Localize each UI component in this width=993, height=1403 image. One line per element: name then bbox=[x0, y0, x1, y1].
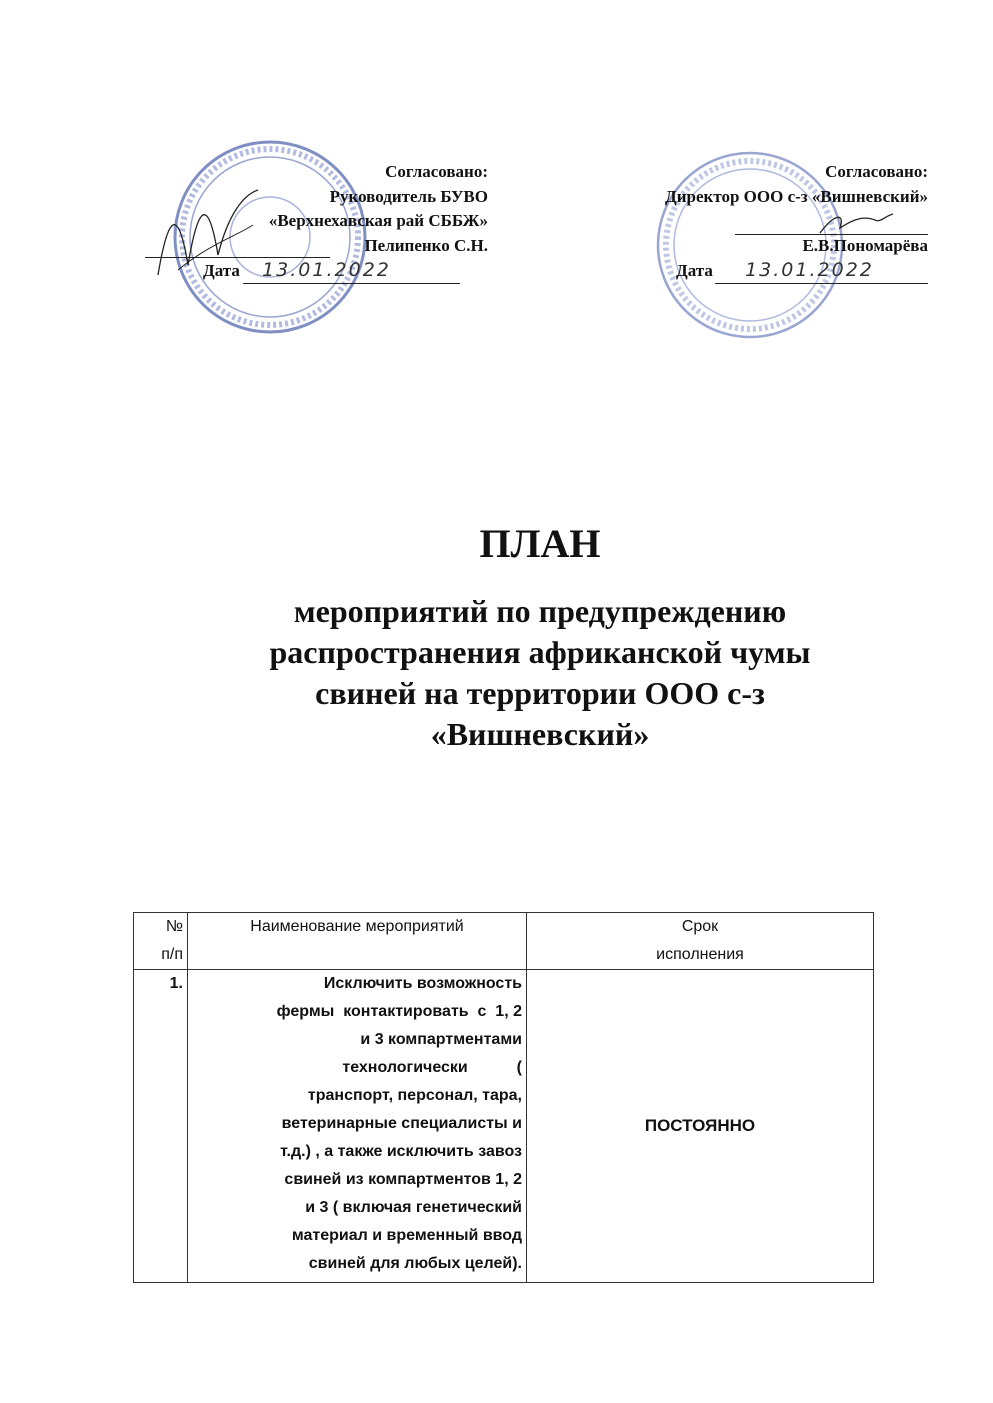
header-num bbox=[134, 913, 188, 970]
subtitle-line: свиней на территории ООО с-з bbox=[315, 675, 765, 711]
date-row-left bbox=[203, 258, 391, 284]
date-value: 13.01.2022 bbox=[262, 259, 391, 281]
approval-name: Пелипенко С.Н. bbox=[364, 235, 488, 255]
date-line-left bbox=[243, 283, 460, 284]
approval-organization: «Верхнехавская рай СББЖ» bbox=[268, 211, 488, 230]
subtitle-line: мероприятий по предупреждению bbox=[293, 593, 787, 629]
header-term bbox=[527, 913, 874, 970]
header-name: Наименование мероприятий bbox=[188, 913, 527, 970]
row-text-line: и 3 компартментами bbox=[360, 1031, 522, 1048]
row-text-line: фермы контактировать с 1, 2 bbox=[276, 1003, 522, 1020]
header-num-line: п/п bbox=[161, 946, 183, 963]
approval-position: Руководитель БУВО bbox=[329, 186, 488, 206]
row-text bbox=[188, 970, 527, 1283]
approval-label: Согласовано: bbox=[385, 162, 488, 181]
row-text-line: транспорт, персонал, тара, bbox=[307, 1087, 522, 1104]
table-row bbox=[134, 970, 874, 1283]
row-text-line: материал и временный ввод bbox=[291, 1227, 522, 1244]
date-value: 13.01.2022 bbox=[745, 259, 874, 281]
header-num-line: № bbox=[165, 918, 183, 935]
row-num: 1. bbox=[134, 970, 188, 1283]
date-label: Дата bbox=[203, 261, 240, 280]
header-term-line: исполнения bbox=[656, 946, 744, 963]
table-header-row bbox=[134, 913, 874, 970]
row-text-line: свиней для любых целей). bbox=[308, 1255, 522, 1272]
signature-line-right bbox=[735, 234, 928, 235]
document-title: ПЛАН bbox=[479, 521, 601, 566]
measures-table bbox=[133, 912, 874, 1283]
document-subtitle bbox=[0, 591, 993, 755]
row-text-line: т.д.) , а также исключить завоз bbox=[280, 1143, 522, 1160]
subtitle-line: «Вишневский» bbox=[430, 716, 650, 752]
row-text-line: Исключить возможность bbox=[323, 975, 522, 992]
approval-block-left bbox=[269, 160, 488, 258]
row-text-line: ветеринарные специалисты и bbox=[281, 1115, 522, 1132]
approval-block-right bbox=[665, 160, 928, 258]
row-term: ПОСТОЯННО bbox=[527, 970, 874, 1283]
row-text-line: технологически ( bbox=[342, 1059, 522, 1076]
date-label: Дата bbox=[676, 261, 713, 280]
approval-position: Директор ООО с-з «Вишневский» bbox=[665, 186, 928, 206]
row-text-line: и 3 ( включая генетический bbox=[305, 1199, 522, 1216]
date-line-right bbox=[715, 283, 928, 284]
row-text-line: свиней из компартментов 1, 2 bbox=[284, 1171, 522, 1188]
header-term-line: Срок bbox=[681, 918, 719, 935]
approval-name: Е.В.Пономарёва bbox=[802, 235, 928, 255]
date-row-right bbox=[676, 258, 874, 284]
subtitle-line: распространения африканской чумы bbox=[269, 634, 811, 670]
approval-label: Согласовано: bbox=[825, 162, 928, 181]
